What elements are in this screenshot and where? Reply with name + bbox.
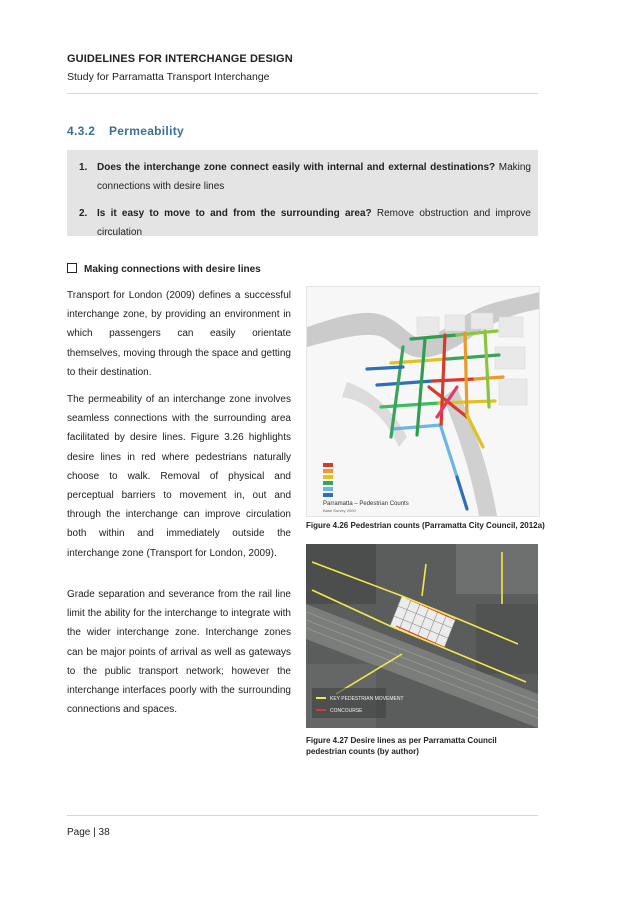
figure-caption: Figure 4.26 Pedestrian counts (Parramatta City Council, 2012a)	[306, 521, 545, 530]
desire-lines-aerial-photo	[306, 544, 538, 728]
question-number: 1.	[79, 162, 88, 173]
header-divider	[67, 93, 538, 94]
pedestrian-counts-map	[306, 286, 540, 517]
footer-divider	[67, 815, 538, 816]
question-text: Does the interchange zone connect easily with internal and external destinations?	[97, 162, 496, 173]
section-title: Permeability	[109, 124, 184, 138]
question-number: 2.	[79, 208, 88, 219]
map-legend-subtitle: Base Survey 2000	[323, 508, 356, 513]
body-paragraph: The permeability of an interchange zone involves seamless connections with the surrounding area facilitated by desire lines. Figure 3.26 highlights desire lines in red where pedestrians naturally choose to walk. Removal of physical and perceptual barriers to movement in, out and through the interchange can improve circulation both within and immediately outside the interchange zone (Transport for London, 2009).	[67, 394, 291, 559]
body-paragraph: Grade separation and severance from the rail line limit the ability for the interchange to integrate with the wider interchange zone. Interchange zones can be major points of arrival as well as gateways to the public transport network; however the interchange interfaces poorly with the surrounding connections and spaces.	[67, 589, 291, 716]
document-header-title: GUIDELINES FOR INTERCHANGE DESIGN	[67, 53, 293, 65]
map-legend-title: Parramatta – Pedestrian Counts	[323, 501, 409, 507]
question-text: Is it easy to move to and from the surrounding area?	[97, 208, 372, 219]
aerial-legend-item: KEY PEDESTRIAN MOVEMENT	[330, 696, 404, 702]
aerial-legend-item: CONCOURSE	[330, 708, 363, 714]
question-item	[79, 158, 531, 196]
question-answer: Remove obstruction and improve circulation	[97, 208, 531, 238]
question-answer: Making connections with desire lines	[97, 162, 531, 192]
question-item	[79, 204, 531, 242]
document-header-subtitle: Study for Parramatta Transport Interchange	[67, 71, 270, 83]
subheading-text: Making connections with desire lines	[84, 264, 261, 275]
subheading	[67, 263, 261, 275]
checkbox-bullet-icon	[67, 263, 77, 273]
section-number: 4.3.2	[67, 124, 96, 138]
body-paragraph: Transport for London (2009) defines a successful interchange zone, by providing an environment in which passengers can easily orientate themselves, moving through the space and getting to their destination.	[67, 290, 291, 378]
page-number: Page | 38	[67, 827, 110, 838]
aerial-graphic	[306, 544, 538, 728]
figure-caption: Figure 4.27 Desire lines as per Parramatta Council pedestrian counts (by author)	[306, 736, 497, 756]
section-heading	[67, 124, 184, 138]
map-graphic	[307, 287, 539, 516]
question-box	[67, 150, 538, 236]
